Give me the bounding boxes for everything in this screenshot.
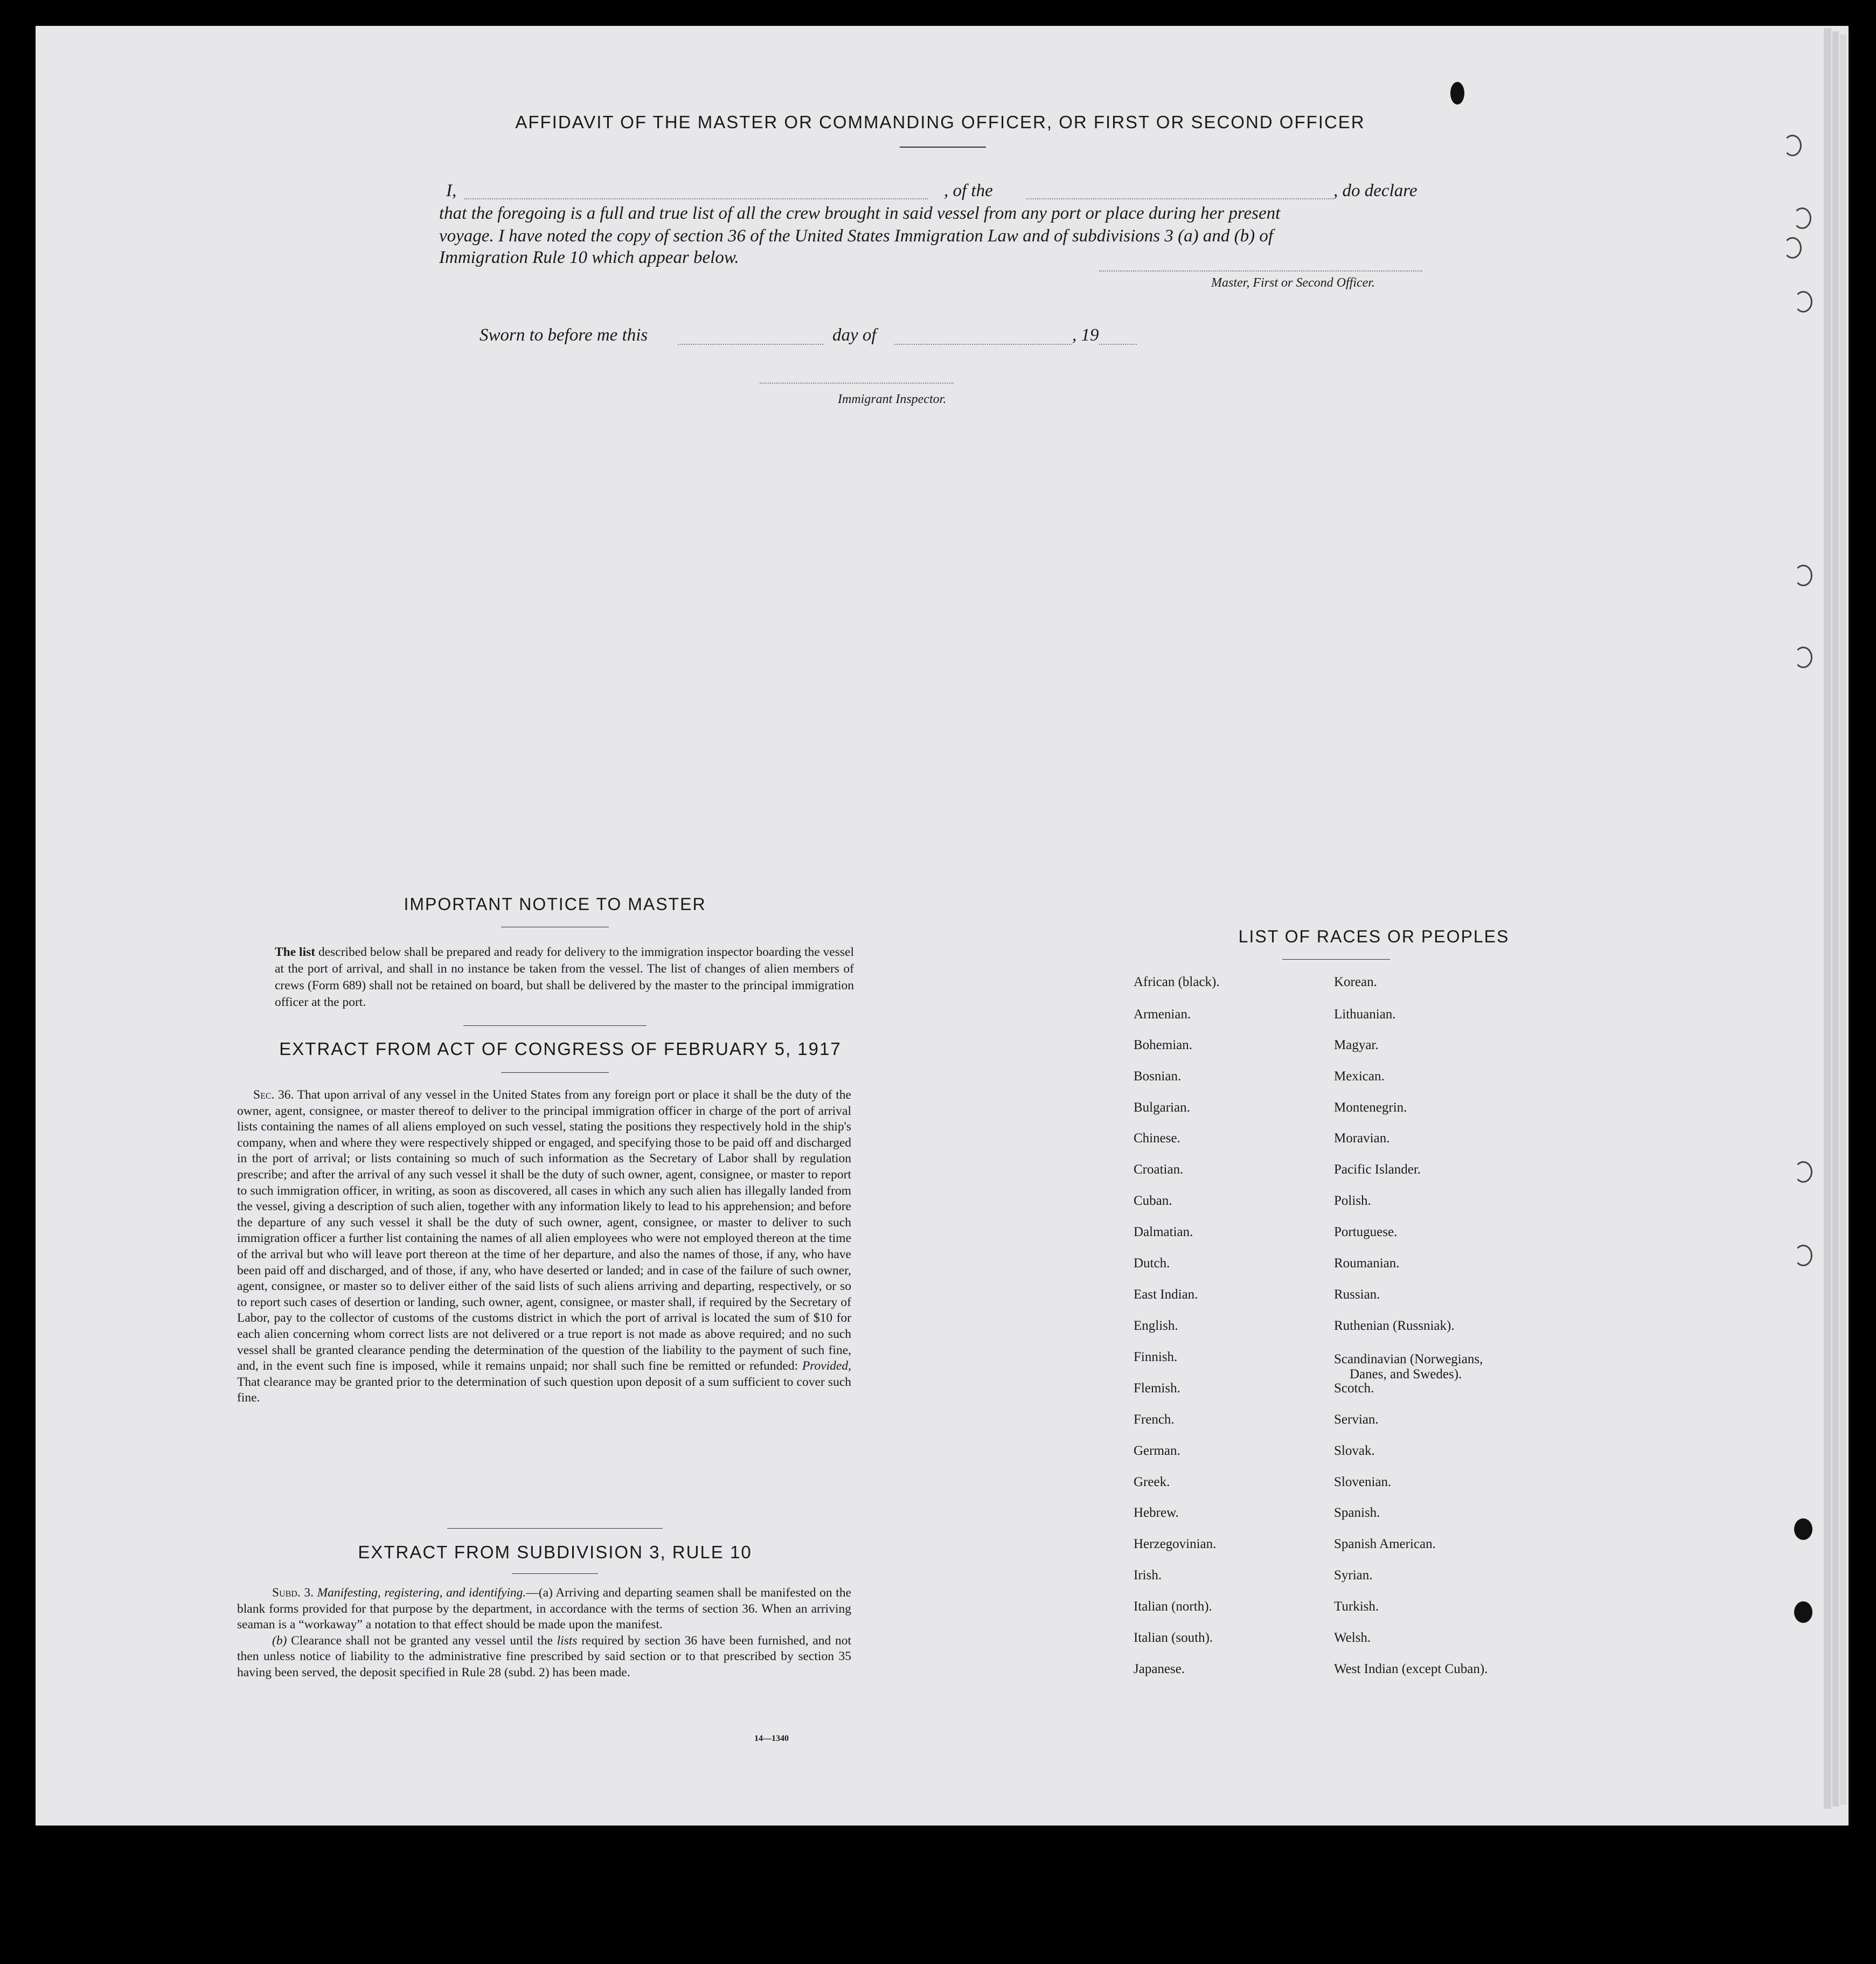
race-item: Montenegrin. xyxy=(1334,1100,1407,1115)
race-item: Spanish American. xyxy=(1334,1537,1436,1551)
binder-hole xyxy=(1783,237,1802,259)
race-item: Chinese. xyxy=(1134,1131,1180,1146)
affidavit-i-label: I, xyxy=(446,181,457,200)
lists-word: lists xyxy=(557,1633,578,1648)
race-item: Portuguese. xyxy=(1334,1225,1398,1239)
sec-label: Sec. 36. xyxy=(253,1088,294,1102)
race-item: Croatian. xyxy=(1134,1162,1184,1177)
race-item: Scandinavian (Norwegians, xyxy=(1334,1352,1483,1366)
sec-text: That upon arrival of any vessel in the United States from any foreign port or place it shall be the duty of the owner, agent, consignee, or master thereof to deliver to the principal immigration officer in charge of the port of arrival lists containing the names of all aliens employed on such vessel, stating the positions they respectively hold in the ship's company, when and where they were respectively shipped or engaged, and specifying those to be paid off and discharged in the port of arrival; or lists containing so much of such information as the Secretary of Labor shall by regulation prescribe; and after the arrival of any such vessel it shall be the duty of such owner, agent, consignee, or master to report to such immigration officer, in writing, as soon as discovered, all cases in which any such alien has illegally landed from the vessel, giving a description of such alien, together with any information likely to lead to his apprehension; and before the departure of any such vessel it shall be the duty of such owner, agent, consignee, or master to deliver to such immigration officer a further list containing the names of all alien employees who were not employed thereon at the time of the arrival but who will leave port thereon at the time of her departure, and also the names of those, if any, who have been paid off and discharged, and of those, if any, who have deserted or landed; and in case of the failure of such owner, agent, consignee, or master so to deliver either of the said lists of such aliens arriving and departing, respectively, or so to report such cases of desertion or landing, such owner, agent, consignee, or master shall, if required by the Secretary of Labor, pay to the collector of customs of the customs district in which the port of arrival is located the sum of $10 for each alien concerning whom correct lists are not delivered or a true report is not made as above required; and no such vessel shall be granted clearance pending the determination of the question of the liability to the payment of such fine, and, in the event such fine is imposed, while it remains unpaid; nor shall such fine be remitted or refunded: xyxy=(237,1088,851,1373)
divider xyxy=(900,147,986,148)
race-item: Italian (north). xyxy=(1134,1599,1212,1614)
inspector-label: Immigrant Inspector. xyxy=(838,392,947,406)
race-item: Lithuanian. xyxy=(1334,1007,1396,1022)
subd-heading: Manifesting, registering, and identifying. xyxy=(313,1586,526,1600)
affidavit-title: AFFIDAVIT OF THE MASTER OR COMMANDING OFFICER, OR FIRST OR SECOND OFFICER xyxy=(515,112,1365,132)
race-item: Italian (south). xyxy=(1134,1630,1213,1645)
notice-title: IMPORTANT NOTICE TO MASTER xyxy=(404,894,706,914)
races-title: LIST OF RACES OR PEOPLES xyxy=(1238,927,1510,946)
race-item: Bosnian. xyxy=(1134,1069,1182,1084)
race-item: Turkish. xyxy=(1334,1599,1379,1614)
page-edge xyxy=(1832,31,1839,1807)
race-item: Russian. xyxy=(1334,1287,1380,1302)
race-item: Syrian. xyxy=(1334,1568,1373,1583)
inspector-blank[interactable] xyxy=(760,383,954,384)
rule-extract-title: EXTRACT FROM SUBDIVISION 3, RULE 10 xyxy=(358,1542,752,1562)
day-of-label: day of xyxy=(832,325,877,345)
vessel-blank[interactable] xyxy=(1026,198,1333,199)
notice-lead: The list xyxy=(275,945,316,959)
binder-hole xyxy=(1794,1518,1812,1540)
race-item: Spanish. xyxy=(1334,1505,1380,1520)
binder-hole xyxy=(1450,82,1464,105)
race-item: Greek. xyxy=(1134,1475,1170,1489)
page-edge xyxy=(1824,28,1831,1809)
race-item: Scotch. xyxy=(1334,1381,1374,1396)
notice-text: described below shall be prepared and ready for delivery to the immigration inspector boarding the vessel at the port of arrival, and shall in no instance be taken from the vessel. The list of changes of alien members of crews (Form 689) shall not be retained on board, but shall be delivered by the master to the principal immigration officer at the port. xyxy=(275,945,854,1009)
name-blank[interactable] xyxy=(464,198,928,199)
month-blank[interactable] xyxy=(894,344,1072,345)
race-item: Japanese. xyxy=(1134,1662,1185,1676)
divider xyxy=(501,1072,609,1073)
act-extract-body xyxy=(237,1087,851,1406)
race-item: Moravian. xyxy=(1334,1131,1390,1146)
race-item: Roumanian. xyxy=(1334,1256,1400,1271)
affidavit-body-line: that the foregoing is a full and true list of all the crew brought in said vessel from any port or place during her present xyxy=(439,204,1281,223)
day-blank[interactable] xyxy=(678,344,823,345)
affidavit-do-declare: , do declare xyxy=(1333,181,1418,200)
race-item: Dutch. xyxy=(1134,1256,1170,1271)
race-item: West Indian (except Cuban). xyxy=(1334,1662,1488,1676)
binder-hole xyxy=(1794,647,1812,668)
act-extract-title: EXTRACT FROM ACT OF CONGRESS OF FEBRUARY 5, 1917 xyxy=(279,1039,842,1059)
race-item: Slovak. xyxy=(1334,1443,1375,1458)
race-item: Cuban. xyxy=(1134,1193,1172,1208)
binder-hole xyxy=(1794,291,1812,313)
race-item: Flemish. xyxy=(1134,1381,1180,1396)
race-item: Bulgarian. xyxy=(1134,1100,1190,1115)
race-item: Mexican. xyxy=(1334,1069,1385,1084)
race-item: Armenian. xyxy=(1134,1007,1191,1022)
race-item: African (black). xyxy=(1134,975,1220,989)
binder-hole xyxy=(1783,135,1802,156)
subd-a-text: —(a) Arriving and departing seamen shall be manifested on the blank forms provided for that purpose by the department, in accordance with the terms of section 36. When an arriving seaman is a “workaway” a notation to that effect should be made upon the manifest. xyxy=(237,1586,851,1632)
race-item: Bohemian. xyxy=(1134,1038,1193,1052)
race-item: German. xyxy=(1134,1443,1180,1458)
sworn-label: Sworn to before me this xyxy=(480,325,648,345)
subd-b-label: (b) xyxy=(272,1633,287,1648)
page-edge xyxy=(1840,34,1846,1805)
race-item: French. xyxy=(1134,1412,1175,1427)
subd-b-text-end: required by section 36 have been furnished, and not then unless notice of liability to the administrative fine prescribed by said section or to that prescribed by section 35 having been served, the deposit specified in Rule 28 (subd. 2) has been made. xyxy=(237,1633,851,1680)
race-item: Slovenian. xyxy=(1334,1475,1392,1489)
race-item: Polish. xyxy=(1334,1193,1371,1208)
sec-text-end: That clearance may be granted prior to the determination of such question upon deposit of a sum sufficient to cover such fine. xyxy=(237,1375,851,1405)
subd-paragraph-a xyxy=(237,1585,851,1633)
race-item: Welsh. xyxy=(1334,1630,1371,1645)
subd-b-text: Clearance shall not be granted any vessel until the xyxy=(287,1633,557,1648)
rule-extract-body xyxy=(237,1585,851,1681)
divider xyxy=(447,1528,663,1529)
divider xyxy=(512,1573,598,1574)
binder-hole xyxy=(1794,1161,1812,1183)
race-item: Finnish. xyxy=(1134,1350,1178,1364)
race-item: Korean. xyxy=(1334,975,1377,989)
divider xyxy=(463,1025,647,1026)
provided-word: Provided, xyxy=(802,1359,851,1373)
form-number: 14—1340 xyxy=(754,1734,789,1743)
divider xyxy=(1282,959,1390,960)
binder-hole xyxy=(1794,565,1812,586)
race-item: Magyar. xyxy=(1334,1038,1379,1052)
notice-body xyxy=(275,944,854,1011)
year-label: , 19 xyxy=(1072,325,1099,345)
affidavit-body-line: voyage. I have noted the copy of section 36 of the United States Immigration Law and of subdivisions 3 (a) and (b) of xyxy=(439,226,1274,246)
race-item: Ruthenian (Russniak). xyxy=(1334,1318,1455,1333)
race-item: Pacific Islander. xyxy=(1334,1162,1421,1177)
year-blank[interactable] xyxy=(1099,344,1137,345)
race-item: Servian. xyxy=(1334,1412,1379,1427)
race-item-continuation: Danes, and Swedes). xyxy=(1350,1367,1462,1382)
race-item: Herzegovinian. xyxy=(1134,1537,1217,1551)
race-item: East Indian. xyxy=(1134,1287,1198,1302)
binder-hole xyxy=(1794,1601,1812,1623)
race-item: Irish. xyxy=(1134,1568,1162,1583)
subd-paragraph-b xyxy=(237,1633,851,1681)
race-item: Dalmatian. xyxy=(1134,1225,1193,1239)
signature-blank[interactable] xyxy=(1099,270,1422,272)
signature-label: Master, First or Second Officer. xyxy=(1211,276,1375,290)
race-item: Hebrew. xyxy=(1134,1505,1179,1520)
binder-hole xyxy=(1794,1245,1812,1266)
binder-hole xyxy=(1793,207,1811,229)
affidavit-of-the: , of the xyxy=(944,181,993,200)
subd-label: Subd. 3. xyxy=(272,1586,314,1600)
race-item: English. xyxy=(1134,1318,1178,1333)
affidavit-body-line: Immigration Rule 10 which appear below. xyxy=(439,248,739,267)
